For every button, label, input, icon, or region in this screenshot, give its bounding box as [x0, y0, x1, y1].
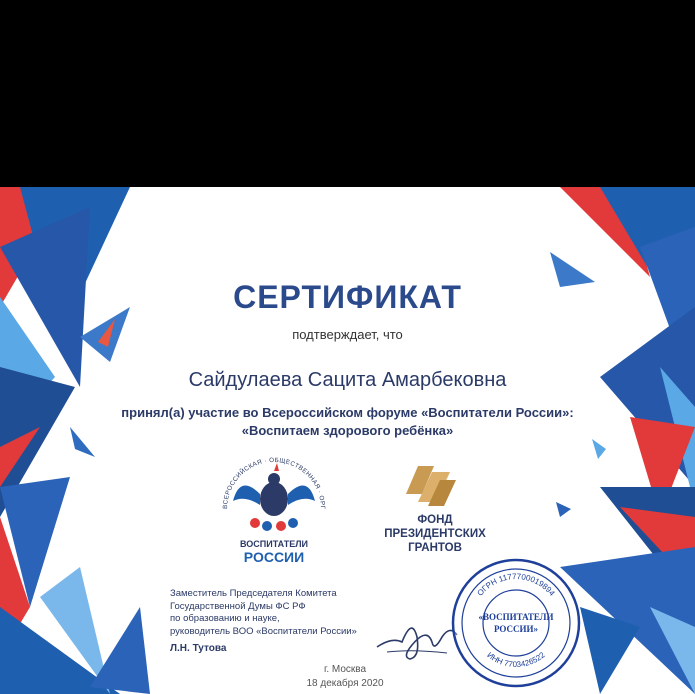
- bird-emblem-icon: [215, 449, 333, 539]
- participation-text-line1: принял(а) участие во Всероссийском форуме «Воспитатели России»:: [121, 405, 574, 420]
- recipient-name: Сайдулаева Сацита Амарбековна: [188, 369, 507, 391]
- issue-city: г. Москва: [323, 664, 367, 675]
- signatory-title-line1: Заместитель Председателя Комитета: [170, 588, 337, 599]
- stamp-center-line1: «ВОСПИТАТЕЛИ: [478, 612, 554, 622]
- grants-fund-emblem-icon: [370, 462, 500, 510]
- logo-name-line1: ВОСПИТАТЕЛИ: [240, 539, 308, 549]
- signatory-title-line3: по образованию и науке,: [170, 613, 280, 624]
- issue-date: 18 декабря 2020: [306, 678, 384, 689]
- certificate-sheet: [0, 187, 695, 694]
- confirms-text: подтверждает, что: [292, 327, 403, 342]
- handwritten-signature: [372, 607, 462, 667]
- logo-ring-text: ВСЕРОССИЙСКАЯ · ОБЩЕСТВЕННАЯ · ОРГ: [221, 456, 327, 510]
- logo-name-line2: РОССИИ: [243, 549, 305, 565]
- signatory-name: Л.Н. Тутова: [170, 643, 227, 654]
- official-stamp: [450, 557, 582, 689]
- participation-text-line2: «Воспитаем здорового ребёнка»: [241, 423, 454, 438]
- signatory-title-block: [170, 588, 390, 638]
- fund-name-line2: ПРЕЗИДЕНТСКИХ: [384, 528, 486, 540]
- fund-name-line3: ГРАНТОВ: [408, 542, 462, 554]
- signatory-title-line4: руководитель ВОО «Воспитатели России»: [170, 625, 357, 637]
- vospitateli-rossii-logo: [215, 449, 333, 569]
- fund-name-line1: ФОНД: [417, 514, 453, 526]
- signatory-title-line2: Государственной Думы ФС РФ: [170, 600, 306, 612]
- certificate-title: СЕРТИФИКАТ: [233, 279, 462, 315]
- stamp-ogrn: ОГРН 1177700019894: [475, 571, 557, 598]
- stamp-inn: ИНН 7703426522: [485, 650, 547, 670]
- stamp-center-line2: РОССИИ»: [493, 624, 539, 634]
